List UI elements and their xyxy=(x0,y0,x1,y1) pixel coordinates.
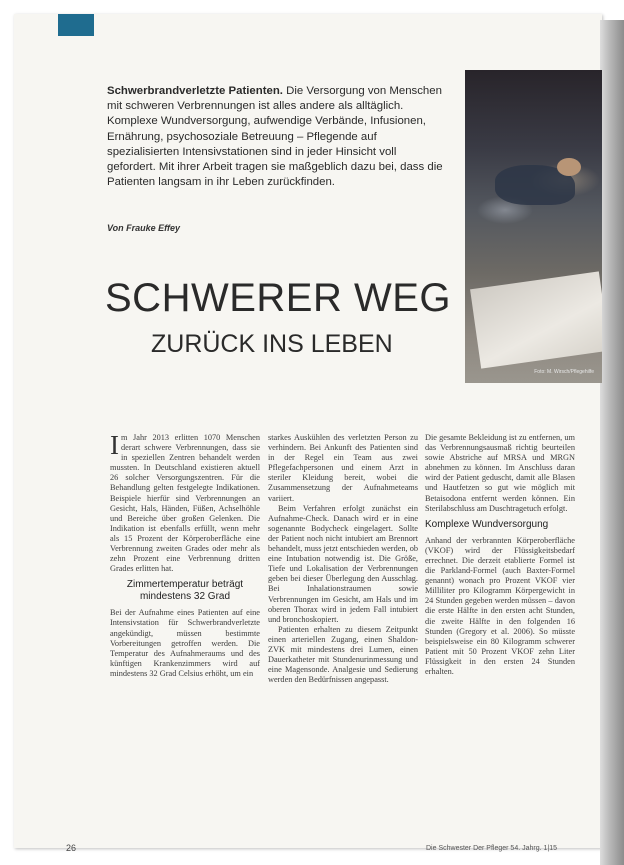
section-heading: Zimmertemperatur beträgt mindestens 32 Grad xyxy=(126,579,244,603)
subheadline: ZURÜCK INS LEBEN xyxy=(151,330,393,358)
paragraph: Anhand der verbrannten Körperoberfläche (VKOF) wird der Flüssigkeitsbedarf errechnet. Die derzeit etablierte Formel ist die Parkland-Formel (auch Baxter-Formel genannt) wonach pro Prozent VKOF vier Milliliter pro Kilogramm Körpergewicht in 24 Stunden gegeben werden müssen – davon die erste Hälfte in den ersten acht Stunden, die zweite Hälfte in den folgenden 16 Stunden (Gregory et al. 2006). So müsste beispielsweise ein 80 Kilogramm schwerer Patient mit 50 Prozent VKOF zehn Liter Flüssigkeit in den ersten 24 Stunden erhalten. xyxy=(425,535,575,676)
patient-head xyxy=(557,158,581,176)
photo-credit: Foto: M. Wirsch/Pflegehilfe xyxy=(534,369,594,375)
paragraph: Die gesamte Bekleidung ist zu entfernen, um das Verbrennungsausmaß richtig beurteilen sowie Abstriche auf MRSA und MRGN abnehmen zu können. Im Anschluss daran wird der Patient geduscht, damit alle Blasen und Hautfetzen so gut wie möglich mit Betaisodona entfernt werden können. Ein Sterilabschluss am Duschtragetuch erfolgt. xyxy=(425,433,575,513)
byline: Von Frauke Effey xyxy=(107,223,181,233)
intro-text xyxy=(107,84,443,190)
paragraph: Beim Verfahren erfolgt zunächst ein Aufnahme-Check. Danach wird er in eine sogenannte Bodycheck eingelagert. Sollte der Patient noch nicht intubiert am Brennort behandelt, muss jetzt entschieden werden, ob eine Intubation notwendig ist. Die Größe, Tiefe und Lokalisation der Verbrennungen geben bei dieser Überlegung den Ausschlag. Bei Inhalationstraumen sowie Verbrennungen im Gesicht, am Hals und im oberen Thorax wird in jedem Fall intubiert und bronchoskopiert. xyxy=(268,503,418,624)
paragraph: starkes Auskühlen des verletzten Person zu verhindern. Bei Ankunft des Patienten sind in der Regel ein Team aus zwei Pflegefachpersonen und einem Arzt in steriler Kleidung bereit, wobei die Zusammensetzung der Aufnahmeteams variiert. xyxy=(268,433,418,503)
paragraph-text: m Jahr 2013 erlitten 1070 Menschen derart schwere Verbrennungen, dass sie in speziellen Zentren behandelt werden mussten. In Deutschland existieren aktuell 26 solcher Versorgungszentren. Für die Behandlung gelten festgelegte Indikationen. Beispiele hierfür sind Verbrennungen an Gesicht, Hals, Händen, Füßen, Achselhöhle und Bereiche über großen Gelenken. Die Indikation ist ebenfalls erfüllt, wenn mehr als 15 Prozent der Körperoberfläche eine Verbrennung zweiten Grades oder mehr als zehn Prozent eine Verbrennung dritten Grades erlitten hat. xyxy=(110,433,260,574)
section-tab xyxy=(58,14,94,36)
drop-cap: I xyxy=(110,430,119,460)
headline: SCHWERER WEG xyxy=(105,276,451,320)
paragraph: Bei der Aufnahme eines Patienten auf eine Intensivstation für Schwerbrandverletzte angekündigt, müssen bestimmte Vorbereitungen getroffen werden. Die Temperatur des Aufnahmeraums und des künftigen Krankenzimmers wird auf mindestens 32 Grad Celsius erhöht, um ein xyxy=(110,608,260,678)
article-column-2 xyxy=(268,433,418,685)
intro-body: Die Versorgung von Menschen mit schweren Verbrennungen ist alles andere als alltäglich. Komplexe Wundversorgung, aufwendige Verbände, Infusionen, Ernährung, psychosoziale Betreuung – Pflegende auf spezialisierten Intensivstationen sind in jeder Hinsicht voll gefordert. Mit ihrer Arbeit tragen sie maßgeblich dazu bei, dass die Patienten langsam in ihr Leben zurückfinden. xyxy=(107,85,443,189)
page-fold-shadow xyxy=(600,20,624,865)
article-column-1 xyxy=(110,430,260,679)
section-heading: Komplexe Wundversorgung xyxy=(425,518,549,530)
article-photo xyxy=(465,70,602,383)
journal-footer: Die Schwester Der Pfleger 54. Jahrg. 1|15 xyxy=(426,845,557,852)
paragraph xyxy=(110,430,260,574)
bed-sheet xyxy=(470,271,602,368)
intro-lead: Schwerbrandverletzte Patienten. xyxy=(107,85,283,97)
article-column-3 xyxy=(425,433,575,677)
page-number: 26 xyxy=(66,843,77,853)
paragraph: Patienten erhalten zu diesem Zeitpunkt einen arteriellen Zugang, einen Shaldon-ZVK mit mindestens drei Lumen, einen Dauerkatheter mit Stundenurinmessung und eine Magensonde. Analgesie und Sedierung werden den Bedürfnissen angepasst. xyxy=(268,624,418,685)
